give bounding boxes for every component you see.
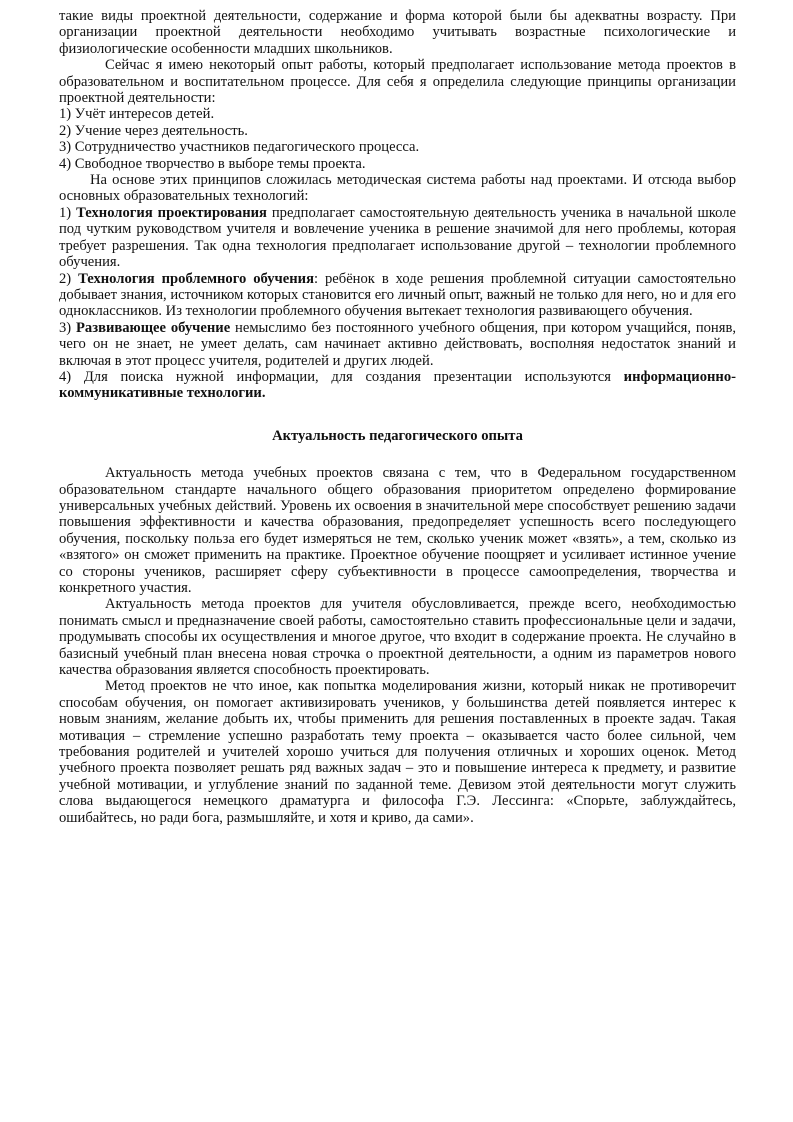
technology-title: Технология проблемного обучения [78, 270, 314, 287]
technology-title: информационно-коммуникативные технологии. [59, 368, 736, 402]
technology-item-1 [59, 205, 736, 271]
technology-item-4 [59, 369, 736, 402]
principle-item: 2) Учение через деятельность. [59, 122, 248, 139]
principle-item: 3) Сотрудничество участников педагогического процесса. [59, 139, 420, 156]
technology-title: Развивающее обучение [76, 319, 231, 336]
paragraph-relevance-2: Актуальность метода проектов для учителя обусловливается, прежде всего, необходимостью понимать смысл и предназначение своей работы, самостоятельно ставить профессиональные цели и задачи, продумывать способы их осуществления и многое другое, что входит в содержание проекта. Не случайно в базисный учебный план внесена новая строчка о проектной деятельности, а одним из параметров нового качества образования является способность проектировать. [59, 596, 736, 679]
technology-number: 2) [59, 270, 79, 287]
principle-item: 4) Свободное творчество в выборе темы проекта. [59, 155, 366, 172]
technology-number: 3) [59, 319, 77, 336]
technology-number: 1) [59, 204, 77, 221]
paragraph-system: На основе этих принципов сложилась методическая система работы над проектами. И отсюда выбор основных образовательных технологий: [59, 172, 736, 205]
paragraph-experience: Сейчас я имею некоторый опыт работы, который предполагает использование метода проектов в образовательном и воспитательном процессе. Для себя я определила следующие принципы организации проектной деятельности: [59, 57, 736, 107]
technology-description: немыслимо без постоянного учебного общения, при котором учащийся, поняв, чего он не знает, не умеет делать, сам начинает активно действовать, восполняя недостаток знаний и включая в этот процесс учителя, родителей и других людей. [59, 319, 736, 369]
paragraph-relevance-1: Актуальность метода учебных проектов связана с тем, что в Федеральном государственном образовательном стандарте начального общего образования приоритетом определено формирование универсальных учебных действий. Уровень их освоения в значительной мере способствует решению задачи повышения эффективности и качества образования, предопределяет успешность всего последующего обучения, поскольку польза его будет измеряться не тем, сколько ученик может «взять», а тем, сколько из «взятого» он сможет применить на практике. Проектное обучение поощряет и усиливает истинное учение со стороны учеников, расширяет сферу субъективности в процессе самоопределения, творчества и конкретного участия. [59, 465, 736, 596]
technology-description: 4) Для поиска нужной информации, для создания презентации используются [59, 368, 624, 385]
technology-description: : ребёнок в ходе решения проблемной ситуации самостоятельно добывает знания, источником которых становится его личный опыт, важный не только для него, но и для его одноклассников. Из технологии проблемного обучения вытекает технология развивающего обучения. [59, 270, 736, 320]
technology-title: Технология проектирования [76, 204, 267, 221]
principle-item: 1) Учёт интересов детей. [59, 106, 215, 123]
technology-description: предполагает самостоятельную деятельность ученика в начальной школе под чутким руководством учителя и вовлечение ученика в решение значимой для него проблемы, которая требует разрешения. Так одна технология предполагает использование другой – технологии проблемного обучения. [59, 204, 736, 271]
paragraph-relevance-3: Метод проектов не что иное, как попытка моделирования жизни, который никак не противоречит способам обучения, он помогает активизировать учеников, у большинства детей появляется интерес к новым знаниям, желание добыть их, чтобы применить для решения поставленных в проекте задач. Такая мотивация – стремление успешно разработать тему проекта – оказывается часто более сильной, чем требования родителей и учителей хорошо учиться для получения отличных и хороших оценок. Метод учебного проекта позволяет решать ряд важных задач – это и повышение интереса к предмету, и развитие учебной мотивации, и углубление знаний по заданной теме. Девизом этой деятельности могут служить слова выдающегося немецкого драматурга и философа Г.Э. Лессинга: «Спорьте, заблуждайтесь, ошибайтесь, но ради бога, размышляйте, и хотя и криво, да сами». [59, 678, 736, 826]
paragraph-intro: такие виды проектной деятельности, содержание и форма которой были бы адекватны возрасту. При организации проектной деятельности необходимо учитывать возрастные психологические и физиологические особенности младших школьников. [59, 8, 736, 57]
technology-item-2 [59, 271, 736, 320]
section-heading: Актуальность педагогического опыта [272, 427, 523, 444]
technology-item-3 [59, 320, 736, 369]
